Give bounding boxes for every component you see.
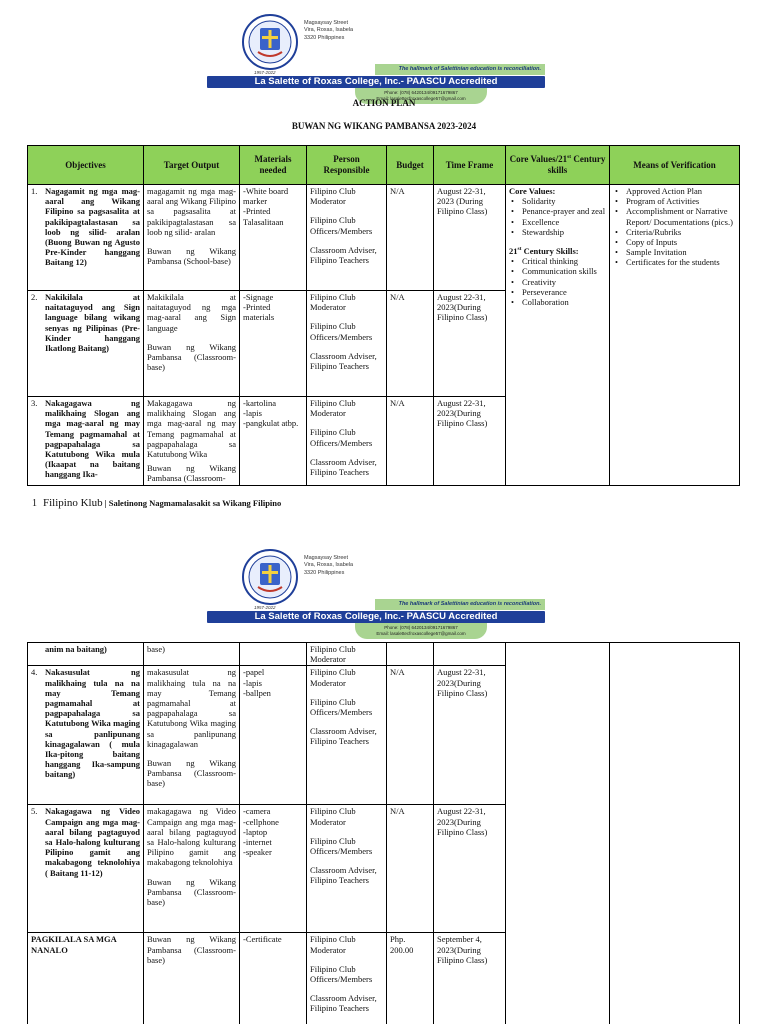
target-output-text: makagagawa ng Video Campaign ang mga mag-aaral bilang pagtaguyod sa Halo-halong kulturang Pilipino gamit ang makabagong teknolohiya [147, 806, 236, 868]
college-address: Magsaysay Street Vira, Roxas, Isabela 3320 Philippines [304, 20, 354, 41]
person-responsible: Filipino Club Moderator Filipino Club Officers/Members Classroom Adviser, Filipino Teachers [307, 933, 387, 1024]
time-frame-text: September 4, 2023(During Filipino Class) [434, 933, 506, 1024]
verification-cell [610, 643, 740, 1024]
materials-text: -Certificate [240, 933, 307, 1024]
hallmark-motto: The hallmark of Salettinian education is reconciliation. [375, 64, 545, 75]
footer-title: Filipino Klub [43, 497, 103, 509]
budget-text: N/A [387, 291, 434, 397]
person-responsible: Filipino Club Moderator Filipino Club Officers/Members Classroom Adviser, Filipino Teachers [307, 666, 387, 805]
table-row: 2. Nakikilala at naitataguyod ang Sign language bilang wikang senyas ng Pilipinas (Pre-Kinder hanggang Ikatlong Baitang) Makikilala at naitataguyod ng mga mag-aaral ang Sign language Buwan ng Wikang Pambansa (Classroom-base) -Signage -Printed materials Filipino Club Moderator Filipino Club Officers/Members Classroom Adviser, Filipino Teachers N/A August 22-31, 2023(During Filipino Class) [28, 291, 740, 397]
action-plan-table [27, 145, 740, 486]
table-row: 1. Nagagamit ng mga mag-aaral ang Wikang Filipino sa pagsasalita at pakikipagtalastasan sa loob ng silid- aralan (Buong Buwan ng Agusto Pre-Kinder hanggang Baitang 12) magagamit ng mga mag-aaral ang Wikang Filipino sa pagsasalita at pakikipagtalastasan sa loob ng silid- aralan Buwan ng Wikang Pambansa (School-base) -White board marker -Printed Talasalitaan Filipino Club Moderator Filipino Club Officers/Members Classroom Adviser, Filipino Teachers N/A August 22-31, 2023 (During Filipino Class) Core Values: • Solidarity • Penance-prayer and zeal • Excellence • Stewardship 21st Century Skills: • Critical thinking • Communication skills • Creativity • Perseverance • Collaboration • Approved Action Plan • Program of Activities • Accomplishment or Narrative Report/ Documentations (pics.) • Criteria/Rubriks • Copy of Inputs • Sample Invitation • Certificates for the students [28, 185, 740, 291]
time-frame-text: August 22-31, 2023 (During Filipino Class) [434, 185, 506, 291]
header-person: Person Responsible [307, 146, 387, 185]
budget-text: N/A [387, 666, 434, 805]
table-header-row [28, 146, 740, 185]
list-item: • Program of Activities [613, 196, 736, 206]
hallmark-motto: The hallmark of Salettinian education is reconciliation. [375, 599, 545, 610]
footer-subtitle: Saletinong Nagmamalasakit sa Wikang Filipino [108, 498, 282, 508]
header-budget: Budget [387, 146, 434, 185]
time-frame-text: August 22-31, 2023(During Filipino Class) [434, 397, 506, 486]
letterhead-page-2 [0, 545, 768, 635]
list-item: • Stewardship [509, 227, 606, 237]
table-row: 4. Nakasusulat ng malikhaing tula na na may Temang pagmamahal at pagpapahalaga sa Katutubong Wika maging sa panlipunang kinagagalawan ( mula Ika-pitong baitang hanggang Ika-sampung baitang) makasusulat ng malikhaing tula na na may Temang pagmamahal at pagpapahalaga sa Katutubong Wika maging sa panlipunang kinagagalawan Buwan ng Wikang Pambansa (Classroom-base) -papel -lapis -ballpen Filipino Club Moderator Filipino Club Officers/Members Classroom Adviser, Filipino Teachers N/A August 22-31, 2023(During Filipino Class) [28, 666, 740, 805]
target-output-text: Makagagawa ng malikhaing Slogan ang mga mag-aaral ng may Temang pagmamahal at pagpapahalaga sa Katutubong Wika [147, 398, 236, 459]
budget-text: N/A [387, 805, 434, 933]
letterhead [0, 10, 768, 100]
person-responsible: Filipino Club Moderator Filipino Club Officers/Members Classroom Adviser, Filipino Teachers [307, 805, 387, 933]
materials-text: -kartolina -lapis -pangkulat atbp. [240, 397, 307, 486]
list-item: • Penance-prayer and zeal [509, 206, 606, 216]
materials-text: -papel -lapis -ballpen [240, 666, 307, 805]
page-title: ACTION PLAN [352, 98, 416, 108]
header-materials: Materials needed [240, 146, 307, 185]
budget-text: N/A [387, 185, 434, 291]
list-item: • Excellence [509, 217, 606, 227]
objective-text: Nakasusulat ng malikhaing tula na na may Temang pagmamahal at pagpapahalaga sa Katutubong Wika maging sa panlipunang kinagagalawan ( mula Ika-pitong baitang hanggang Ika-sampung baitang) [45, 667, 140, 780]
target-output-text: magagamit ng mga mag-aaral ang Wikang Filipino sa pagsasalita at pakikipagtalastasan sa loob ng silid- aralan [147, 186, 236, 237]
list-item: • Accomplishment or Narrative Report/ Documentations (pics.) [613, 206, 736, 226]
budget-text: N/A [387, 397, 434, 486]
list-item: • Criteria/Rubriks [613, 227, 736, 237]
time-frame-text: August 22-31, 2023(During Filipino Class) [434, 666, 506, 805]
established-years: 1957-2022 [254, 70, 276, 75]
page-subtitle: BUWAN NG WIKANG PAMBANSA 2023-2024 [291, 121, 477, 131]
verification-cell [610, 185, 740, 486]
objective-text: Nakagagawa ng Video Campaign ang mga mag-aaral bilang pagtaguyod sa Halo-halong kulturang Pilipino gamit ang makabagong teknolohiya ( Baitang 11-12) [45, 806, 140, 878]
list-item: • Sample Invitation [613, 247, 736, 257]
person-responsible: Filipino Club Moderator Filipino Club Officers/Members Classroom Adviser, Filipino Teachers [307, 185, 387, 291]
table-row: 5. Nakagagawa ng Video Campaign ang mga mag-aaral bilang pagtaguyod sa Halo-halong kulturang Pilipino gamit ang makabagong teknolohiya ( Baitang 11-12) makagagawa ng Video Campaign ang mga mag-aaral bilang pagtaguyod sa Halo-halong kulturang Pilipino gamit ang makabagong teknolohiya Buwan ng Wikang Pambansa (Classroom-base) -camera -cellphone -laptop -internet -speaker Filipino Club Moderator Filipino Club Officers/Members Classroom Adviser, Filipino Teachers N/A August 22-31, 2023(During Filipino Class) [28, 805, 740, 933]
objective-text: anim na baitang) [28, 643, 144, 666]
college-address: Magsaysay Street Vira, Roxas, Isabela 3320 Philippines [304, 555, 354, 576]
action-plan-table-continued [27, 642, 740, 1024]
list-item: • Copy of Inputs [613, 237, 736, 247]
core-values-cell: Core Values: • Solidarity • Penance-prayer and zeal • Excellence • Stewardship 21st Century Skills: • Critical thinking • Communication skills • Creativity • Perseverance • Collaboration [506, 185, 610, 486]
established-years: 1957-2022 [254, 605, 276, 610]
list-item: • Perseverance [509, 287, 606, 297]
list-item: • Collaboration [509, 297, 606, 307]
header-objectives: Objectives [28, 146, 144, 185]
objective-text: Nakikilala at naitataguyod ang Sign language bilang wikang senyas ng Pilipinas (Pre-Kinder hanggang Ikatlong Baitang) [45, 292, 140, 353]
person-responsible: Filipino Club Moderator Filipino Club Officers/Members Classroom Adviser, Filipino Teachers [307, 291, 387, 397]
core-values-cell [506, 643, 610, 1024]
objective-text: PAGKILALA SA MGA NANALO [28, 933, 144, 1024]
list-item: • Certificates for the students [613, 257, 736, 267]
target-output-text: Makikilala at naitataguyod ng mga mag-aaral ang Sign language [147, 292, 236, 333]
contact-info: Phone: (078) 6420134/09171679867 Email: lasalettecfroxascollege57@gmail.com [355, 623, 487, 639]
table-row: anim na baitang) base) Filipino Club Moderator [28, 643, 740, 666]
objective-text: Nakagagawa ng malikhaing Slogan ang mga mag-aaral ng may Temang pagmamahal at pagpapahalaga sa Katutubong Wika mula (Ikaapat na baitang hanggang Ika- [45, 398, 140, 480]
college-name-banner: La Salette of Roxas College, Inc.- PAASCU Accredited [207, 76, 545, 88]
person-responsible: Filipino Club Moderator Filipino Club Officers/Members Classroom Adviser, Filipino Teachers [307, 397, 387, 486]
contact-info: Phone: (078) 6420134/09171679867 Email: lasalettecfroxascollege57@gmail.com [355, 88, 487, 104]
budget-text: Php. 200.00 [387, 933, 434, 1024]
time-frame-text: August 22-31, 2023(During Filipino Class) [434, 291, 506, 397]
materials-text: -White board marker -Printed Talasalitaan [240, 185, 307, 291]
materials-text: -camera -cellphone -laptop -internet -speaker [240, 805, 307, 933]
college-name-banner: La Salette of Roxas College, Inc.- PAASCU Accredited [207, 611, 545, 623]
table-row: 3. Nakagagawa ng malikhaing Slogan ang mga mag-aaral ng may Temang pagmamahal at pagpapahalaga sa Katutubong Wika mula (Ikaapat na baitang hanggang Ika- Makagagawa ng malikhaing Slogan ang mga mag-aaral ng may Temang pagmamahal at pagpapahalaga sa Katutubong Wika Buwan ng Wikang Pambansa (Classroom- -kartolina -lapis -pangkulat atbp. Filipino Club Moderator Filipino Club Officers/Members Classroom Adviser, Filipino Teachers N/A August 22-31, 2023(During Filipino Class) [28, 397, 740, 486]
time-frame-text: August 22-31, 2023(During Filipino Class) [434, 805, 506, 933]
list-item: • Approved Action Plan [613, 186, 736, 196]
target-output-text: Buwan ng Wikang Pambansa (Classroom-base) [147, 934, 236, 965]
page-footer: 1 Filipino Klub | Saletinong Nagmamalasakit sa Wikang Filipino [32, 497, 282, 509]
college-seal-icon [242, 549, 298, 605]
page-number: 1 [32, 498, 37, 509]
header-core-values: Core Values/21st Century skills [506, 146, 610, 185]
header-target-output: Target Output [144, 146, 240, 185]
list-item: • Critical thinking [509, 256, 606, 266]
header-time-frame: Time Frame [434, 146, 506, 185]
materials-text: -Signage -Printed materials [240, 291, 307, 397]
objective-text: Nagagamit ng mga mag-aaral ang Wikang Filipino sa pagsasalita at pakikipagtalastasan sa loob ng silid- aralan (Buong Buwan ng Agusto Pre-Kinder hanggang Baitang 12) [45, 186, 140, 268]
college-seal-icon [242, 14, 298, 70]
target-output-text: makasusulat ng malikhaing tula na na may Temang pagmamahal at pagpapahalaga sa Katutubong Wika maging sa panlipunang kinagagalawan [147, 667, 236, 749]
list-item: • Solidarity [509, 196, 606, 206]
header-verification: Means of Verification [610, 146, 740, 185]
list-item: • Creativity [509, 277, 606, 287]
list-item: • Communication skills [509, 266, 606, 276]
